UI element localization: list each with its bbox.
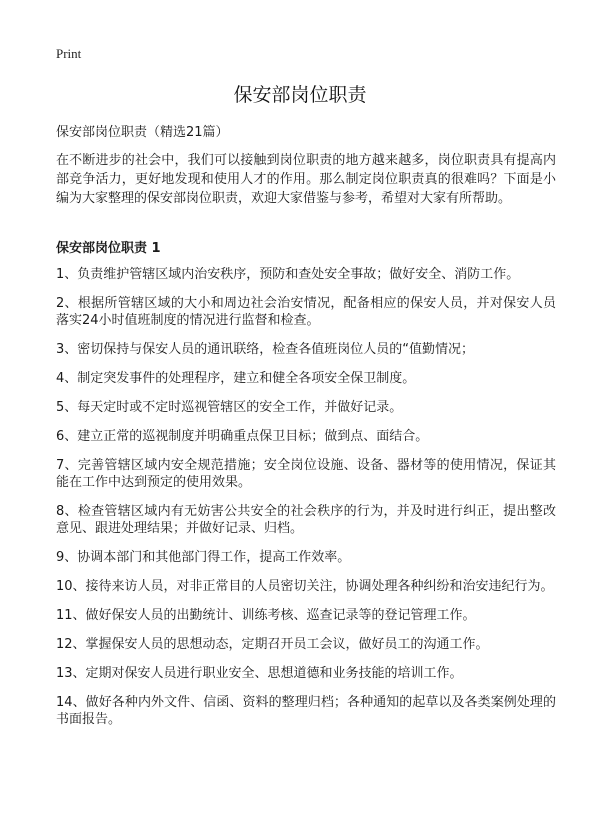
duty-item-12: 12、掌握保安人员的思想动态，定期召开员工会议，做好员工的沟通工作。 bbox=[56, 637, 489, 652]
duty-item-3: 3、密切保持与保安人员的通讯联络，检查各值班岗位人员的“值勤情况； bbox=[56, 342, 475, 357]
duty-item-9: 9、协调本部门和其他部门得工作，提高工作效率。 bbox=[56, 550, 351, 565]
document-title: 保安部岗位职责 bbox=[233, 84, 367, 106]
duty-item-11: 11、做好保安人员的出勤统计、训练考核、巡查记录等的登记管理工作。 bbox=[56, 608, 476, 623]
duty-item-2: 2、根据所管辖区域的大小和周边社会治安情况，配备相应的保安人员，并对保安人员落实24小时值班制度的情况进行监督和检查。 bbox=[56, 296, 556, 328]
duty-item-4: 4、制定突发事件的处理程序，建立和健全各项安全保卫制度。 bbox=[56, 371, 416, 386]
section-heading: 保安部岗位职责 1 bbox=[56, 241, 161, 256]
intro-paragraph: 在不断进步的社会中，我们可以接触到岗位职责的地方越来越多，岗位职责具有提高内部竞争活力，更好地发现和使用人才的作用。那么制定岗位职责真的很难吗？下面是小编为大家整理的保安部岗位职责，欢迎大家借鉴与参考，希望对大家有所帮助。 bbox=[56, 153, 556, 206]
duty-item-1: 1、负责维护管辖区域内治安秩序，预防和查处安全事故；做好安全、消防工作。 bbox=[56, 267, 520, 282]
document-subtitle: 保安部岗位职责（精选21篇） bbox=[56, 125, 229, 140]
duty-item-7: 7、完善管辖区域内安全规范措施；安全岗位设施、设备、器材等的使用情况，保证其能在工作中达到预定的使用效果。 bbox=[56, 458, 556, 490]
duty-list bbox=[56, 266, 556, 740]
duty-item-8: 8、检查管辖区域内有无妨害公共安全的社会秩序的行为，并及时进行纠正，提出整改意见、跟进处理结果；并做好记录、归档。 bbox=[56, 504, 556, 536]
duty-item-6: 6、建立正常的巡视制度并明确重点保卫目标；做到点、面结合。 bbox=[56, 429, 429, 444]
duty-item-14: 14、做好各种内外文件、信函、资料的整理归档；各种通知的起草以及各类案例处理的书面报告。 bbox=[56, 695, 556, 727]
duty-item-10: 10、接待来访人员，对非正常目的人员密切关注，协调处理各种纠纷和治安违纪行为。 bbox=[56, 579, 554, 594]
duty-item-13: 13、定期对保安人员进行职业安全、思想道德和业务技能的培训工作。 bbox=[56, 666, 463, 681]
duty-item-5: 5、每天定时或不定时巡视管辖区的安全工作，并做好记录。 bbox=[56, 400, 403, 415]
print-link[interactable]: Print bbox=[56, 46, 82, 61]
